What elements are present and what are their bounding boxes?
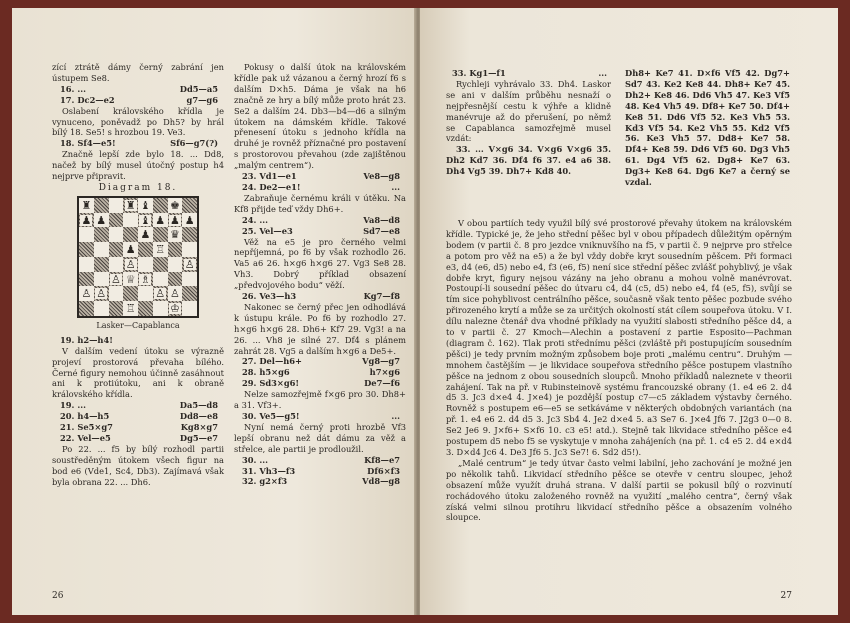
text-paragraph: zící ztrátě dámy černý zabrání jen ústupem Se8. (52, 62, 224, 83)
board-square (153, 286, 168, 301)
text-paragraph: Nyní nemá černý proti hrozbě Vf3 lepší obranu než dát dámu za věž a střelce, ale partii je prodloužil. (234, 421, 406, 454)
move-line: 25. Vel—e3 Sd7—e8 (242, 225, 400, 236)
page-number: 27 (780, 591, 792, 601)
board-square (79, 257, 94, 272)
board-square (123, 257, 138, 272)
board-square (79, 213, 94, 228)
board-square (123, 242, 138, 257)
board-square (168, 257, 183, 272)
chess-piece-icon: ♖ (155, 243, 166, 256)
board-square (153, 242, 168, 257)
chess-piece-icon: ♚ (169, 198, 180, 212)
chess-piece-icon: ♗ (140, 272, 151, 286)
board-square (182, 272, 197, 287)
chess-piece-icon: ♟ (125, 243, 136, 256)
move-line: 24. ... Va8—d8 (242, 214, 400, 225)
move-line: 32. g2×f3 Vd8—g8 (242, 476, 400, 487)
chess-piece-icon: ♙ (184, 257, 195, 271)
page-number: 26 (52, 591, 64, 601)
board-square (109, 242, 124, 257)
board-square (138, 213, 153, 228)
move-line: 27. Del—h6+ Vg8—g7 (242, 356, 400, 367)
board-square (109, 301, 124, 316)
chess-piece-icon: ♔ (169, 302, 180, 315)
board-square (94, 227, 109, 242)
board-square (153, 198, 168, 213)
chess-piece-icon: ♟ (96, 213, 107, 227)
board-square (109, 286, 124, 301)
board-square (153, 272, 168, 287)
board-square (79, 227, 94, 242)
board-square (168, 286, 183, 301)
board-square (182, 227, 197, 242)
move-line: 22. Vel—e5 Dg5—e7 (60, 432, 218, 443)
move-line: 19. ... Da5—d8 (60, 400, 218, 411)
chess-piece-icon: ♕ (125, 272, 136, 286)
chess-piece-icon: ♜ (125, 198, 136, 212)
board-square (79, 286, 94, 301)
chess-piece-icon: ♟ (140, 228, 151, 242)
text-paragraph: Rychleji vyhrávalo 33. Dh4. Laskor se ani v dalším průběhu nesnaží o nejpřesnější cestu k výhře a klidně manévruje až do přerušení, po němž se Capablanca samozřejmě musel vzdát: (446, 78, 611, 144)
board-square (168, 198, 183, 213)
move-line: 24. De2—e1! ... (242, 181, 400, 192)
board-square (94, 213, 109, 228)
board-square (182, 257, 197, 272)
diagram-title: Diagram 18. (98, 182, 178, 193)
board-square (153, 213, 168, 228)
move-line: 18. Sf4—e5! Sf6—g7(?) (60, 138, 218, 149)
board-square (109, 213, 124, 228)
body-text (446, 218, 792, 523)
text-paragraph: Značně lepší zde bylo 18. ... Dd8, načež by bílý musel útočný postup h4 nejprve připravit. (52, 149, 224, 182)
board-square (123, 213, 138, 228)
chess-piece-icon: ♙ (110, 272, 121, 286)
text-paragraph: V obou partiích tedy využil bílý své prostorové převahy útokem na královském křídle. Typické je, že jeho střední pěšec byl v obou případech důležitým opěrným bodem (v partii č. 8 pro jezdce vniknuvšího na f5, v partii č. 9 nejprve pro střelce a potom pro věž na e5) a že byl vždy dobře kryt sousedním pěšcem. Při formaci e3, d4 (e6, d5) nebo e4, f3 (e6, f5) není sice střední pěšec zvlášť pohyblivý, je však dobře kryt, figury nejsou vázány na jeho obranu a mohou volně manévrovat. Postoupí-li sousední pěšec do útvaru c4, d4 (c5, d5) nebo e4, f4 (e5, f5), svůjí se tím sice pohyblivost centrálního pěšce, současně však tento pěšec pozbude svého přirozeného krytí a může se za určitých okolností stát cílem soupeřova útoku. V I. dílu nalezne čtenář dva vhodné příklady na využití slabosti středního pěšce d4, a to v partii č. 27 Kmoch—Alechin a postavení z partie Esposito—Pachman (diagram č. 162). Tlak proti střednímu pěšci (zvláště při postupujícím sousedním pěšci) je tedy prvním možným způsobem boje proti „malému centru“. Druhým — mnohem častějším — je likvidace soupeřova středního pěšce postupem vlastního pěšce na jednom z obou sousedních sloupců. Mnoho příkladů naleznete v theorii zahájení. Tak na př. v Rubinsteinově systému francouzské obrany (1. e4 e6 2. d4 d5 3. Jc3 d×e4 4. J×e4) je pozdější postup c7—c5 základem výstavby černého. Rovněž s postupem e6—e5 se setkáváme v některých obdobných variantách (na př. 1. e4 e6 2. d4 d5 3. Jc3 Sb4 4. Je2 d×e4 5. a3 Se7 6. J×e4 Jf6 7. J2g3 0—0 8. Se2 Je6 9. J×f6+ S×f6 10. c3 e5! atd.). Stejně tak likvidace středního pěšce e4 postupem d5 nebo f5 se vyskytuje v mnoha zahájeních (na př. 1. c4 e5 2. d4 e×d4 3. D×d4 Jc6 4. De3 Jf6 5. Jc3 Se7! 6. Sd2 d5!). (446, 217, 792, 457)
move-line: 29. Sd3×g6! De7—f6 (242, 378, 400, 389)
chess-piece-icon: ♙ (96, 287, 107, 301)
board-square (168, 242, 183, 257)
board-square (168, 272, 183, 287)
move-line: 26. Ve3—h3 Kg7—f8 (242, 291, 400, 302)
board-square (182, 198, 197, 213)
board-square (79, 301, 94, 316)
board-square (109, 198, 124, 213)
board-square (123, 286, 138, 301)
chess-diagram (77, 196, 199, 318)
board-square (182, 213, 197, 228)
move-list: 33. ... V×g6 34. V×g6 V×g6 35. Dh2 Kd7 36. Df4 f6 37. e4 a6 38. Dh4 Vg5 39. Dh7+ Kd8 40. (446, 144, 611, 177)
left-column-2 (234, 62, 406, 487)
board-square (123, 227, 138, 242)
board-square (123, 301, 138, 316)
chess-piece-icon: ♟ (155, 213, 166, 227)
board-square (94, 301, 109, 316)
board-square (138, 198, 153, 213)
text-paragraph: Po 22. ... f5 by bílý rozhodl partii soustředěným útokem všech figur na bod e6 (Vde1, Sc4, Db3). Zajímavá však byla obrana 22. ... Dh6. (52, 443, 224, 487)
text-paragraph: Nelze samozřejmě f×g6 pro 30. Dh8+ a 31. Vf3+. (234, 389, 406, 411)
chess-piece-icon: ♙ (169, 287, 180, 301)
board-square (138, 286, 153, 301)
board-square (94, 272, 109, 287)
board-square (94, 286, 109, 301)
board-square (138, 242, 153, 257)
text-paragraph: Věž na e5 je pro černého velmi nepříjemná, po f6 by však rozhodlo 26. Va5 a6 26. h×g6 h×g6 27. Vg3 Se8 28. Vh3. Dobrý příklad obsazení „předvojového bodu“ věží. (234, 236, 406, 291)
board-square (94, 242, 109, 257)
board-square (138, 301, 153, 316)
move-line: 33. Kg1—f1 ... (452, 68, 607, 78)
diagram-caption: Lasker—Capablanca (96, 320, 180, 330)
board-square (182, 301, 197, 316)
board-square (153, 227, 168, 242)
move-line: 30. Ve5—g5! ... (242, 411, 400, 421)
text-paragraph: „Malé centrum“ je tedy útvar často velmi labilní, jeho zachování je možné jen po několik tahů. Likvidací středního pěšce se otevře v centru sloupec, jehož obsazení může využít druhá strana. V další partii se pokusil bílý o rozvinutí rochádového útoku založeného rovněž na využití „malého centra“, černý však získá velmi silnou protihru likvidací středního pěšce a obsazením volného sloupce. (446, 457, 792, 523)
text-paragraph: V dalším vedení útoku se výrazně projeví prostorová převaha bílého. Černé figury nemohou účinně zasáhnout ani k protiútoku, ani k obraně královského křídla. (52, 345, 224, 400)
board-square (109, 257, 124, 272)
left-page (12, 8, 416, 615)
chess-piece-icon: ♙ (125, 257, 136, 271)
chess-piece-icon: ♟ (81, 213, 92, 227)
board-square (153, 257, 168, 272)
move-line: 20. h4—h5 Dd8—e8 (60, 411, 218, 422)
chess-piece-icon: ♙ (81, 287, 92, 301)
board-square (109, 227, 124, 242)
text-paragraph: Oslabení královského křídla je vynuceno, poněvadž po Dh5? by hrál bílý 18. Se5! s hrozbou 19. Ve3. (52, 105, 224, 138)
move-line: 31. Vh3—f3 Df6×f3 (242, 465, 400, 476)
move-list: Dh8+ Ke7 41. D×f6 Vf5 42. Dg7+ Sd7 43. Ke2 Ke8 44. Dh8+ Ke7 45. Dh2+ Ke8 46. Dd6 Vh5 47. Ke3 Vf5 48. Ke4 Vh5 49. Df8+ Ke7 50. Df4+ Ke8 51. Dd6 Vf5 52. Ke3 Vh5 53. Kd3 Vf5 54. Ke2 Vh5 55. Kd2 Vf5 56. Ke3 Vh5 57. Dd8+ Ke7 58. Df4+ Ke8 59. Dd6 Vf5 60. Dg3 Vh5 61. Dg4 Vf5 62. Dg8+ Ke7 63. Dg3+ Ke8 64. Dg6 Ke7 a černý se vzdal. (625, 68, 790, 188)
text-paragraph: Zabraňuje černému králi v útěku. Na Kf8 přijde teď vždy Dh6+. (234, 192, 406, 214)
move-line: 19. h2—h4! (60, 334, 113, 345)
board-square (153, 301, 168, 316)
right-column-2 (625, 68, 790, 188)
move-line: 28. h5×g6 h7×g6 (242, 367, 400, 378)
chess-piece-icon: ♟ (184, 213, 195, 227)
right-page (420, 8, 838, 615)
chess-piece-icon: ♙ (155, 287, 166, 301)
move-line: 23. Vd1—e1 Ve8—g8 (242, 171, 400, 182)
board-square (138, 272, 153, 287)
board-square (109, 272, 124, 287)
board-square (123, 272, 138, 287)
chess-piece-icon: ♝ (140, 213, 151, 227)
board-square (138, 257, 153, 272)
right-column-1 (446, 68, 611, 188)
board-square (168, 301, 183, 316)
board-square (94, 257, 109, 272)
move-line: 17. Dc2—e2 g7—g6 (60, 94, 218, 105)
board-square (94, 198, 109, 213)
move-line: 21. Se5×g7 Kg8×g7 (60, 422, 218, 433)
board-square (168, 213, 183, 228)
board-square (182, 286, 197, 301)
text-paragraph: Pokusy o další útok na královském křídle pak už vázanou a černý hrozí f6 s dalším D×h5. Dáma je však na h6 značně ze hry a bílý může proto hrát 23. Se2 a dalším 24. Db3—b4—d6 a silným útokem na dámském křídle. Takové přenesení útoku s jednoho křídla na druhé je rovněž příznačné pro postavení s prostorovou převahou (zde zajištěnou „malým centrem“). (234, 62, 406, 171)
chess-piece-icon: ♛ (169, 228, 180, 242)
board-square (123, 198, 138, 213)
chess-piece-icon: ♖ (125, 302, 136, 315)
board-square (138, 227, 153, 242)
move-line: 16. ... Dd5—a5 (60, 83, 218, 94)
board-square (79, 242, 94, 257)
chess-piece-icon: ♜ (81, 198, 92, 212)
chess-piece-icon: ♟ (169, 213, 180, 227)
chess-piece-icon: ♝ (140, 198, 151, 212)
move-line: 30. ... Kf8—e7 (242, 454, 400, 465)
board-square (168, 227, 183, 242)
left-column-1 (52, 62, 224, 487)
board-square (79, 198, 94, 213)
text-paragraph: Nakonec se černý přec jen odhodlává k ústupu krále. Po f6 by rozhodlo 27. h×g6 h×g6 28. Dh6+ Kf7 29. Vg3! a na 26. ... Vh8 je silné 27. Df4 s plánem zahrát 28. Vg5 a dalším h×g6 a De5+. (234, 301, 406, 356)
board-square (182, 242, 197, 257)
board-square (79, 272, 94, 287)
